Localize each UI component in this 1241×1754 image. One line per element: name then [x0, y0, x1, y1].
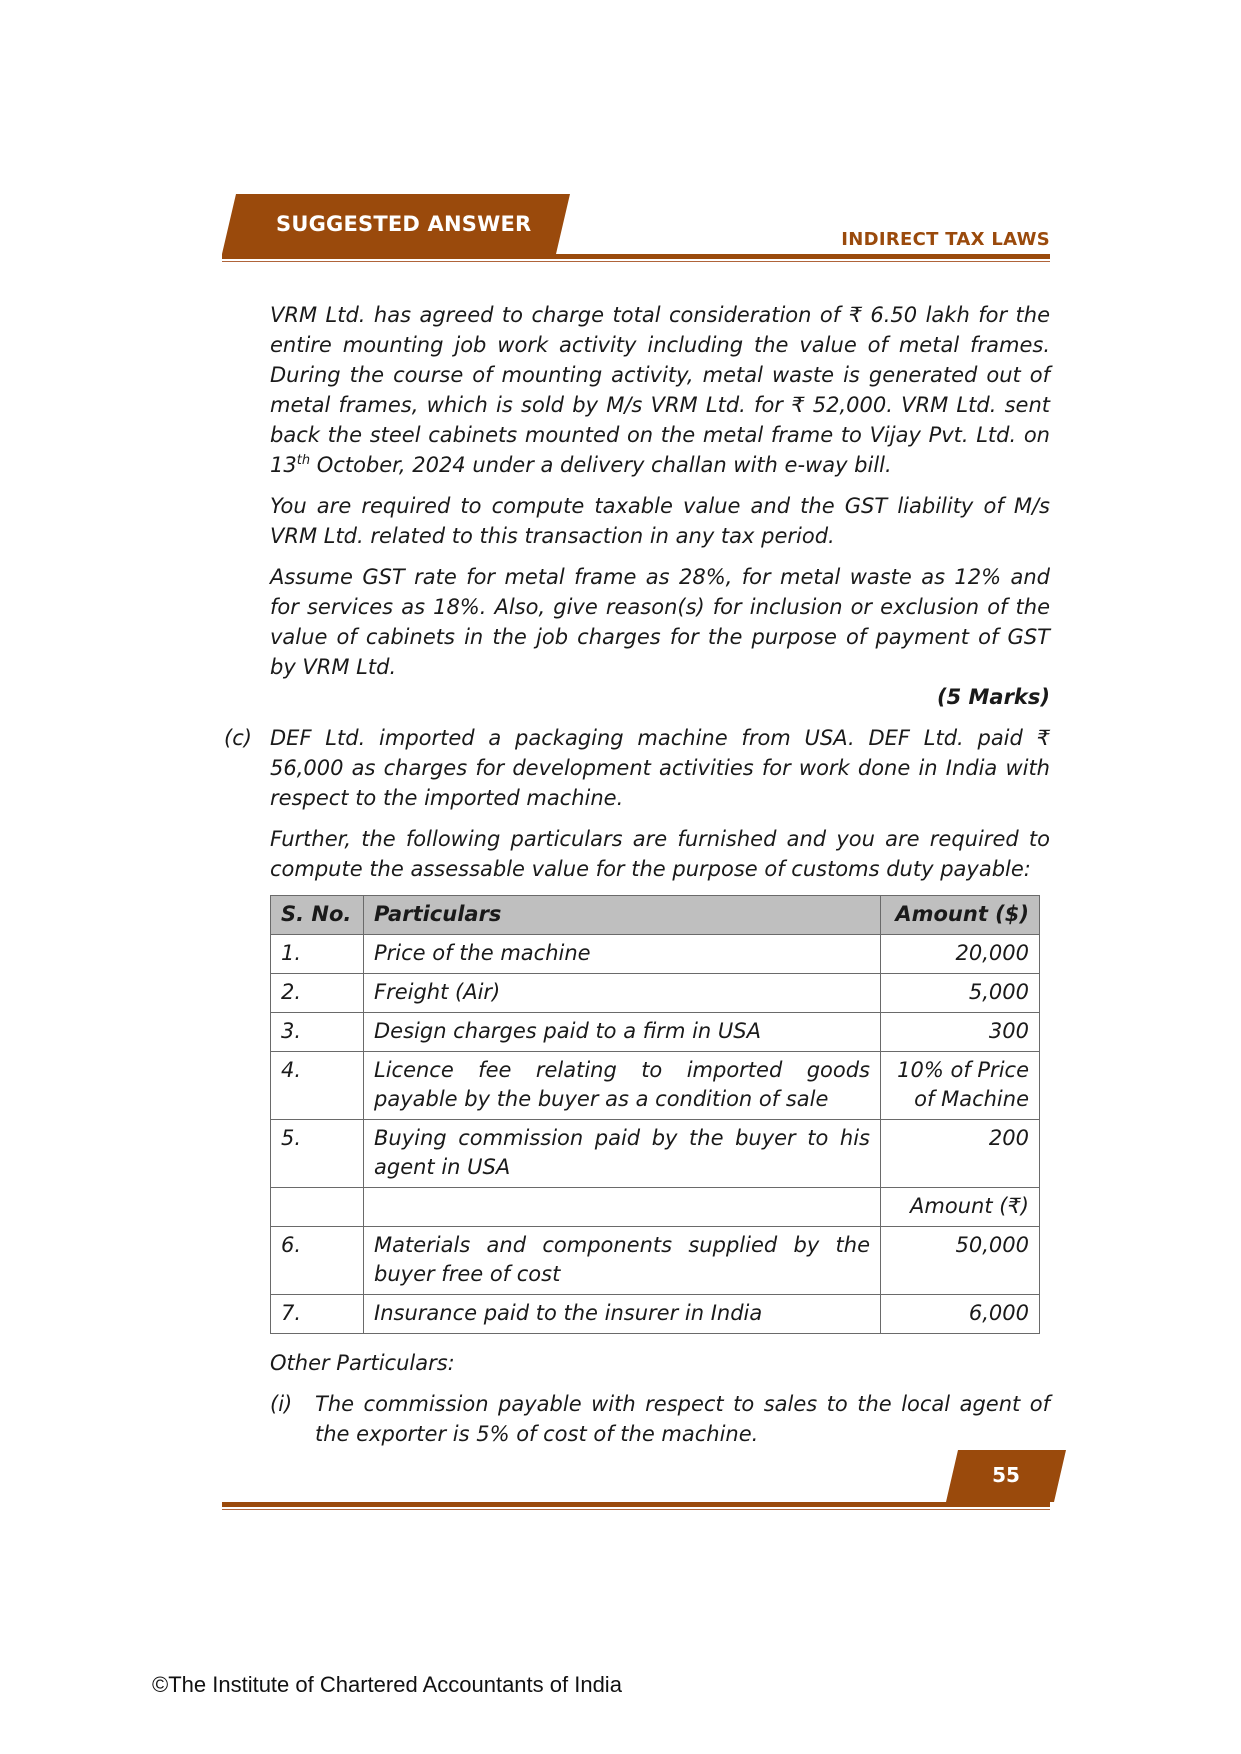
- cell-sno: 4.: [271, 1052, 364, 1120]
- cell-amount: 10% of Price of Machine: [881, 1052, 1040, 1120]
- cell-particulars: Freight (Air): [364, 974, 881, 1013]
- cell-amount: 300: [881, 1013, 1040, 1052]
- table-row: [271, 1052, 1040, 1120]
- table-row: [271, 1120, 1040, 1188]
- marks-label: (5 Marks): [936, 685, 1050, 709]
- cell-sno: 5.: [271, 1120, 364, 1188]
- cell-sno: 6.: [271, 1227, 364, 1295]
- cell-amount: 200: [881, 1120, 1040, 1188]
- particulars-table: [270, 895, 1040, 1334]
- other-particular-item: [270, 1389, 1050, 1449]
- header-tab-label: SUGGESTED ANSWER: [276, 212, 532, 236]
- page-content: [224, 300, 1050, 1460]
- question-label: (c): [224, 726, 252, 750]
- paragraph-requirement: You are required to compute taxable value and the GST liability of M/s VRM Ltd. related to this transaction in any tax period.: [270, 494, 1050, 548]
- item-label: (i): [270, 1392, 293, 1416]
- table-row: [271, 1295, 1040, 1334]
- question-c: [224, 723, 1050, 884]
- header-section-title: INDIRECT TAX LAWS: [841, 229, 1050, 250]
- cell-sno: 1.: [271, 935, 364, 974]
- footer-rule: [222, 1502, 1050, 1507]
- cell-sno: [271, 1188, 364, 1227]
- question-text: DEF Ltd. imported a packaging machine from USA. DEF Ltd. paid ₹ 56,000 as charges for development activities for work done in India with respect to the imported machine.: [270, 726, 1050, 810]
- table-row: [271, 1013, 1040, 1052]
- table-row: [271, 935, 1040, 974]
- cell-particulars: [364, 1188, 881, 1227]
- cell-sno: 3.: [271, 1013, 364, 1052]
- cell-particulars: Licence fee relating to imported goods payable by the buyer as a condition of sale: [364, 1052, 881, 1120]
- question-intro: Further, the following particulars are furnished and you are required to compute the assessable value for the purpose of customs duty payable:: [270, 827, 1050, 881]
- item-text: The commission payable with respect to sales to the local agent of the exporter is 5% of cost of the machine.: [315, 1392, 1050, 1446]
- cell-amount-unit: Amount (₹): [881, 1188, 1040, 1227]
- table-header-row: [271, 896, 1040, 935]
- cell-sno: 7.: [271, 1295, 364, 1334]
- paragraph-job-work: VRM Ltd. has agreed to charge total consideration of ₹ 6.50 lakh for the entire mounting job work activity including the value of metal frames. During the course of mounting activity, metal waste is generated out of metal frames, which is sold by M/s VRM Ltd. for ₹ 52,000. VRM Ltd. sent back the steel cabinets mounted on the metal frame to Vijay Pvt. Ltd. on 13th October, 2024 under a delivery challan with e-way bill.: [270, 303, 1050, 477]
- cell-particulars: Materials and components supplied by the buyer free of cost: [364, 1227, 881, 1295]
- table-row: [271, 1227, 1040, 1295]
- copyright-text: ©The Institute of Chartered Accountants of India: [152, 1672, 622, 1697]
- cell-amount: 50,000: [881, 1227, 1040, 1295]
- cell-amount: 20,000: [881, 935, 1040, 974]
- cell-particulars: Insurance paid to the insurer in India: [364, 1295, 881, 1334]
- header-rule: [222, 254, 1050, 259]
- header-sno: S. No.: [271, 896, 364, 935]
- table-row: [271, 974, 1040, 1013]
- footer-rule-thin: [222, 1509, 1050, 1510]
- cell-particulars: Buying commission paid by the buyer to his agent in USA: [364, 1120, 881, 1188]
- header-particulars: Particulars: [364, 896, 881, 935]
- header-rule-thin: [222, 261, 1050, 262]
- page-number: 55: [992, 1463, 1020, 1487]
- table-row-subheader: [271, 1188, 1040, 1227]
- cell-amount: 5,000: [881, 974, 1040, 1013]
- cell-sno: 2.: [271, 974, 364, 1013]
- header-amount: Amount ($): [881, 896, 1040, 935]
- paragraph-assumptions: Assume GST rate for metal frame as 28%, for metal waste as 12% and for services as 18%. Also, give reason(s) for inclusion or exclusion of the value of cabinets in the job charges for the purpose of payment of GST by VRM Ltd.: [270, 565, 1050, 679]
- cell-amount: 6,000: [881, 1295, 1040, 1334]
- cell-particulars: Price of the machine: [364, 935, 881, 974]
- cell-particulars: Design charges paid to a firm in USA: [364, 1013, 881, 1052]
- other-particulars-heading: Other Particulars:: [270, 1351, 455, 1375]
